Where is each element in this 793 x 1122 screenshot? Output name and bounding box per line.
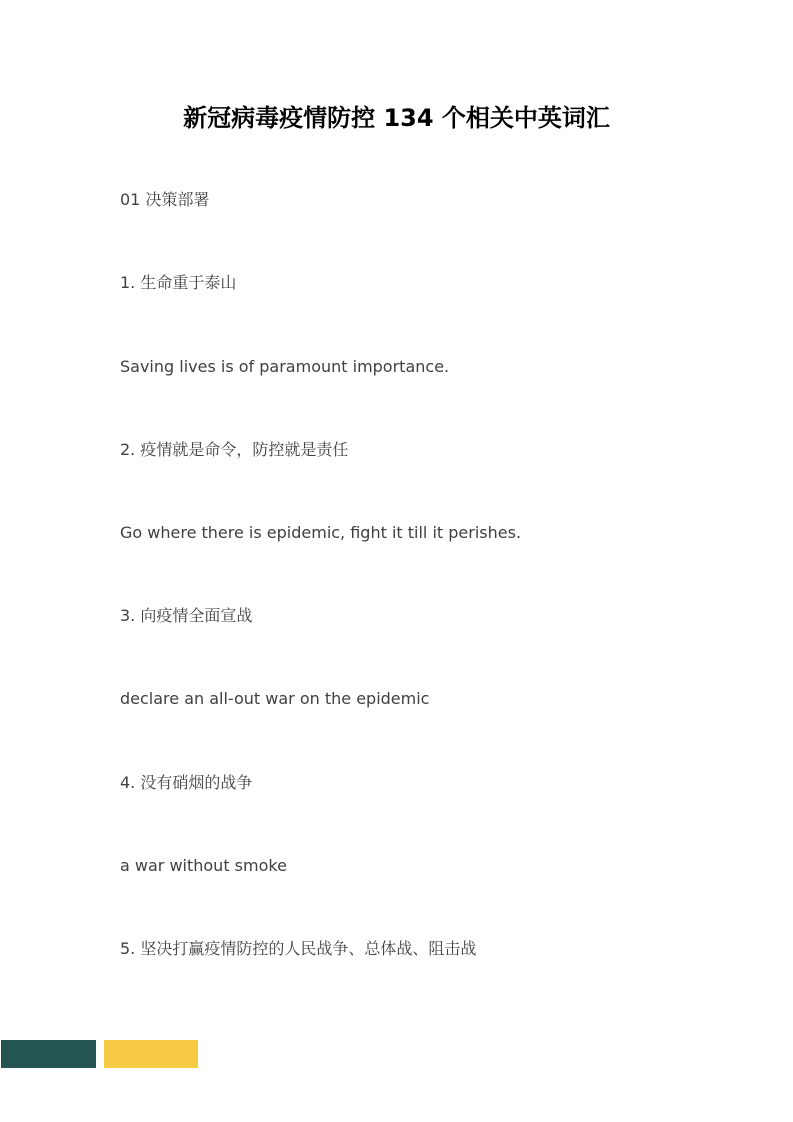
page-title: 新冠病毒疫情防控 134 个相关中英词汇 — [183, 104, 610, 132]
entry-1-chinese: 1. 生命重于泰山 — [120, 273, 237, 292]
footer-bar-yellow — [104, 1040, 198, 1068]
footer-bar-dark — [1, 1040, 96, 1068]
entry-3-chinese: 3. 向疫情全面宣战 — [120, 606, 253, 625]
entry-3-english: declare an all-out war on the epidemic — [120, 689, 430, 708]
entry-2-english: Go where there is epidemic, fight it till it perishes. — [120, 523, 522, 542]
entry-1-english: Saving lives is of paramount importance. — [120, 357, 450, 376]
entry-5-chinese: 5. 坚决打赢疫情防控的人民战争、总体战、阻击战 — [120, 939, 477, 958]
entry-4-chinese: 4. 没有硝烟的战争 — [120, 773, 253, 792]
section-heading: 01 决策部署 — [120, 190, 210, 209]
entry-2-chinese: 2. 疫情就是命令，防控就是责任 — [120, 440, 349, 459]
entry-4-english: a war without smoke — [120, 856, 287, 875]
